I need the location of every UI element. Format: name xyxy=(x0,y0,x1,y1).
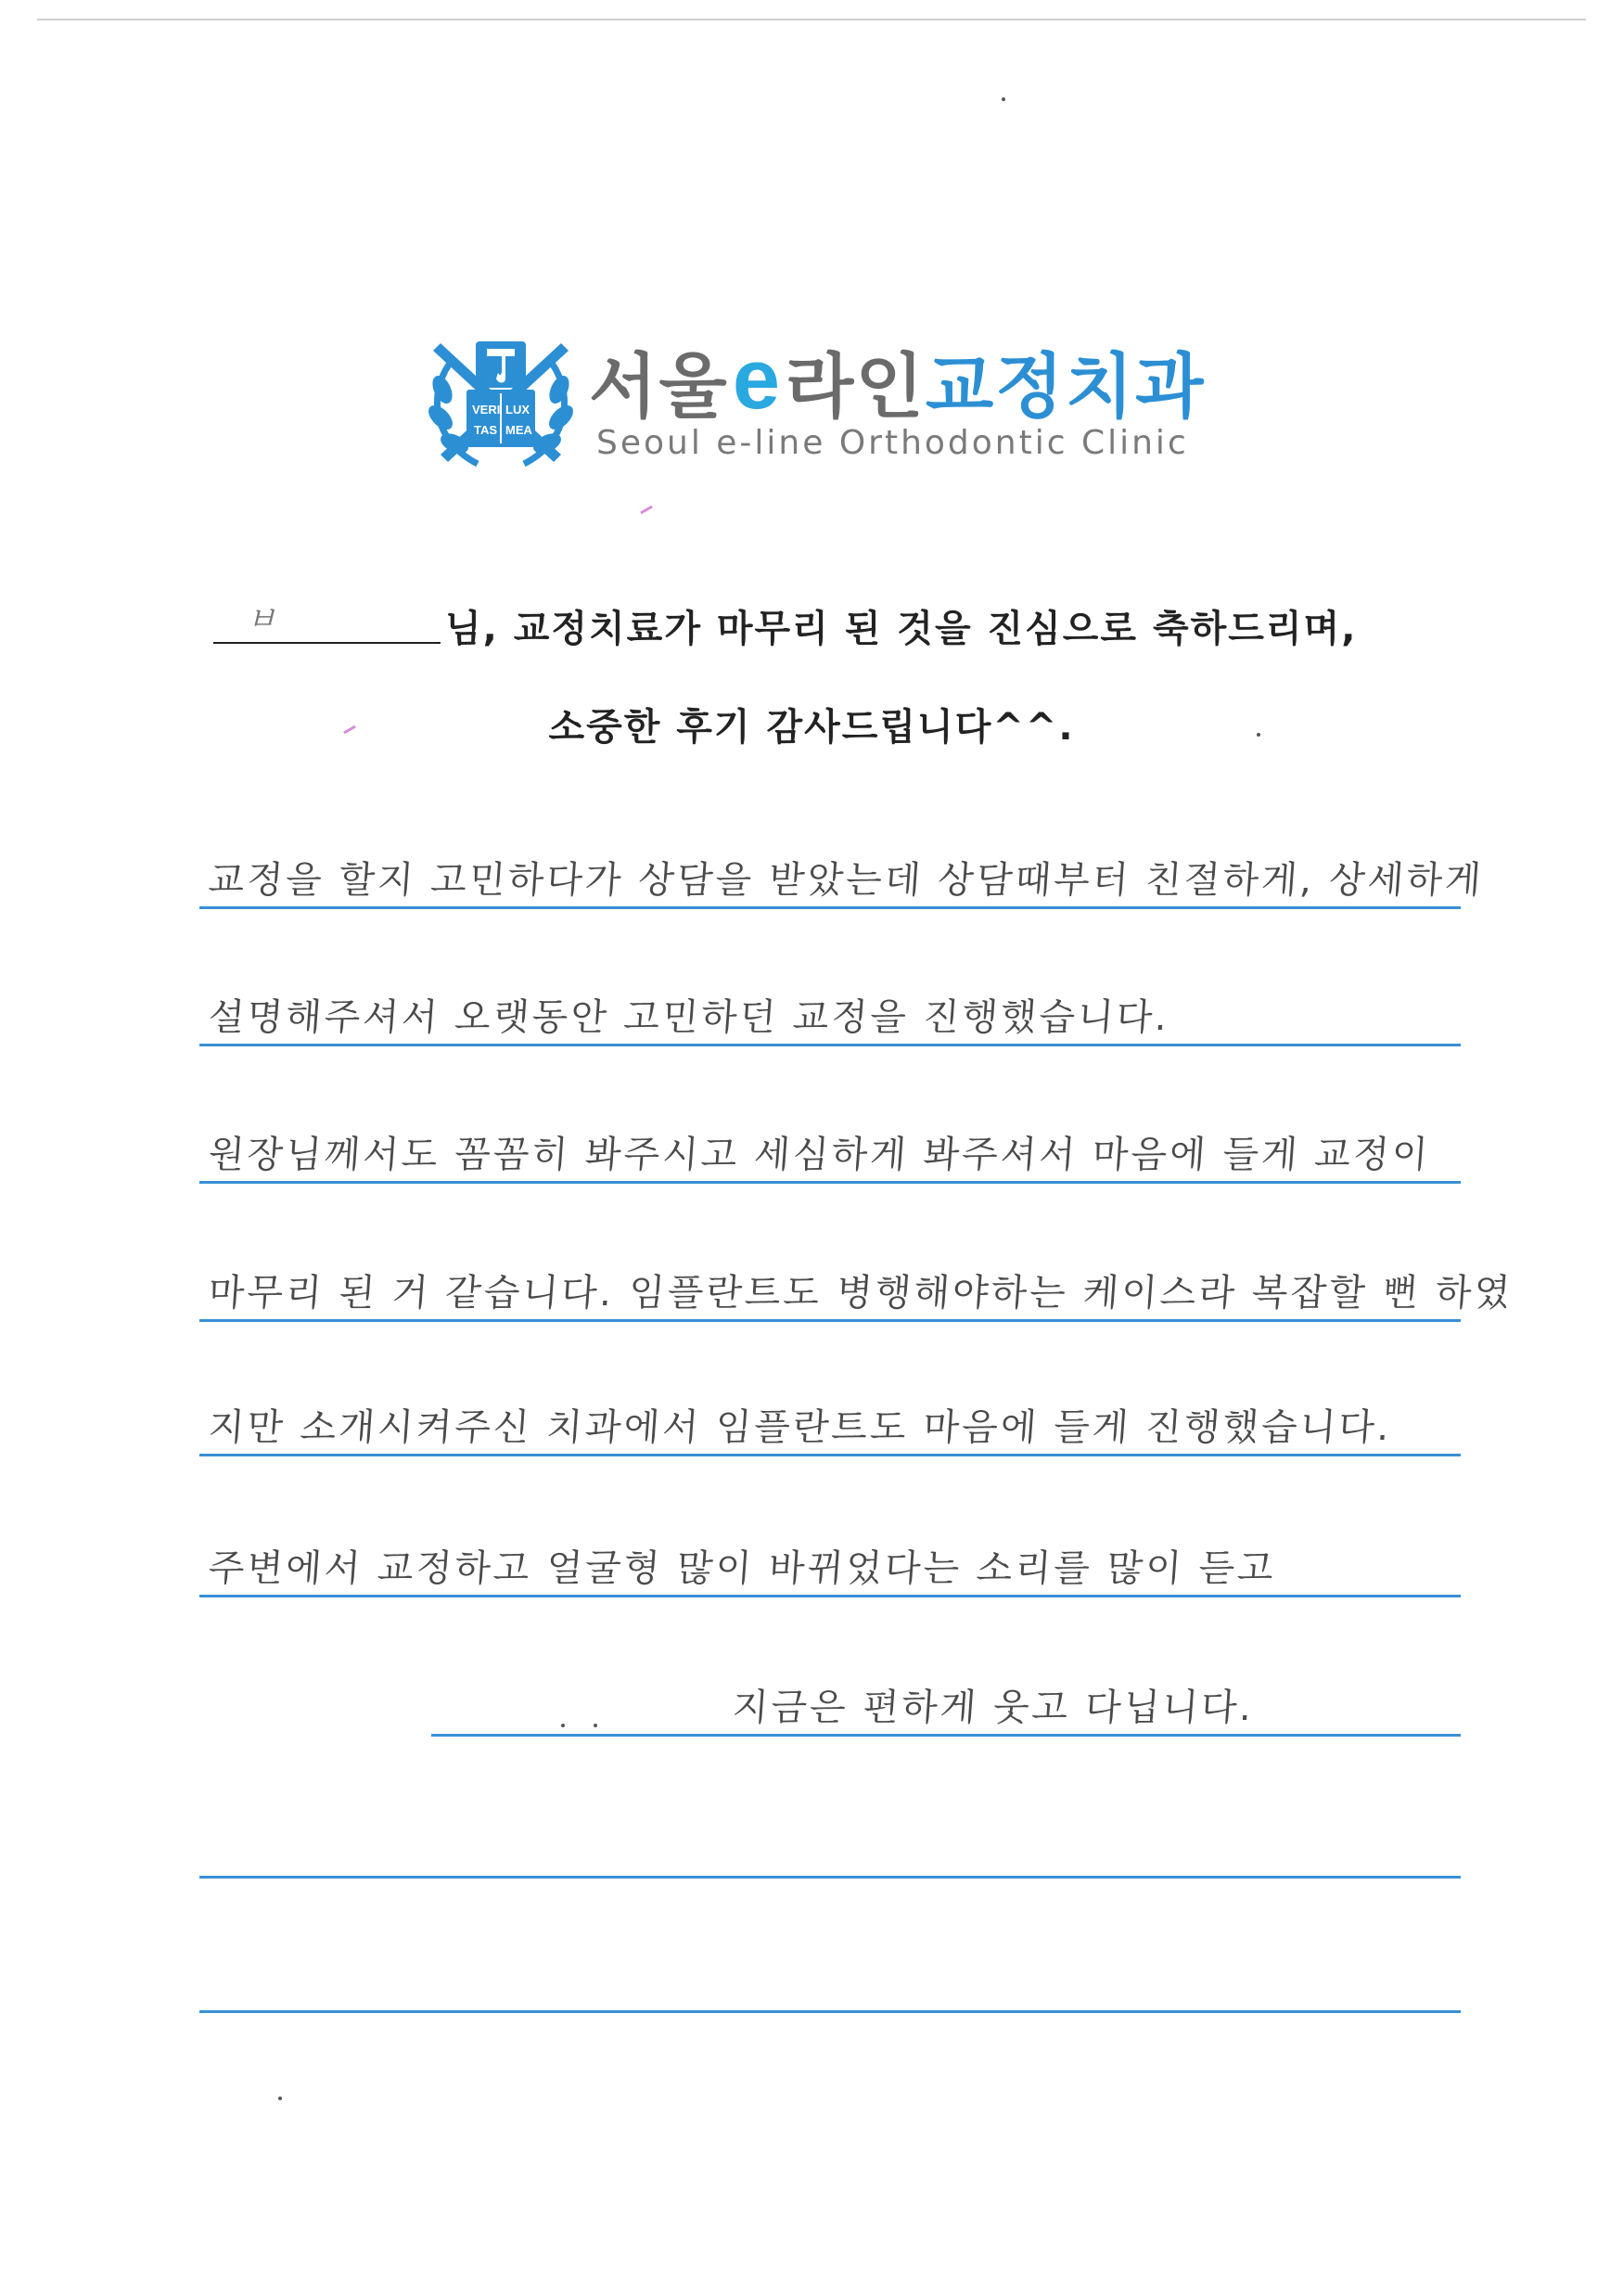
ruled-line xyxy=(199,1595,1461,1597)
handwritten-line xyxy=(199,1110,1461,1184)
handwritten-line xyxy=(199,1382,1461,1456)
clinic-letterhead xyxy=(422,320,1247,482)
handwritten-text: 설명해주셔서 오랫동안 고민하던 교정을 진행했습니다. xyxy=(207,996,1171,1039)
ruled-line xyxy=(199,1876,1461,1879)
emblem-text-veri: VERI xyxy=(472,403,501,417)
handwritten-text: 지금은 편하게 웃고 다닙니다. xyxy=(731,1687,1256,1729)
handwritten-line xyxy=(199,1523,1461,1597)
clinic-name-korean xyxy=(589,329,1206,428)
clinic-name-e: e xyxy=(732,332,783,427)
emblem-text-tas: TAS xyxy=(474,423,498,437)
ruled-line xyxy=(199,1044,1461,1046)
handwritten-text: 마무리 된 거 같습니다. 임플란트도 병행해야하는 케이스라 복잡할 뻔 하였 xyxy=(207,1272,1514,1315)
greeting-text-2: 소중한 후기 감사드립니다^^. xyxy=(548,706,1075,749)
handwritten-text: 주변에서 교정하고 얼굴형 많이 바뀌었다는 소리를 많이 듣고 xyxy=(207,1547,1278,1590)
ruled-line xyxy=(431,1734,1461,1737)
top-border-line xyxy=(37,19,1586,20)
clinic-name-mid: 라인 xyxy=(786,345,926,428)
handwritten-line xyxy=(199,1939,1461,2013)
greeting-line-1 xyxy=(213,594,1410,649)
emblem-text-mea: MEA xyxy=(505,423,532,437)
handwritten-line xyxy=(199,1248,1514,1322)
speck xyxy=(561,1724,565,1727)
recipient-initial: ㅂ xyxy=(246,601,276,638)
handwritten-text: 지만 소개시켜주신 치과에서 임플란트도 마음에 들게 진행했습니다. xyxy=(207,1406,1394,1449)
greeting-text-1: 님, 교정치료가 마무리 된 것을 진심으로 축하드리며, xyxy=(445,608,1358,650)
ink-mark xyxy=(640,506,653,515)
ruled-line xyxy=(199,906,1461,909)
speck xyxy=(1002,97,1005,101)
handwritten-line xyxy=(199,972,1461,1046)
handwritten-text: 교정을 할지 고민하다가 상담을 받았는데 상담때부터 친절하게, 상세하게 xyxy=(207,859,1486,902)
speck xyxy=(278,2097,282,2100)
clinic-name-english: Seoul e-line Orthodontic Clinic xyxy=(596,424,1189,462)
recipient-name-blank xyxy=(213,642,441,644)
handwritten-line xyxy=(431,1662,1461,1737)
handwritten-line xyxy=(199,835,1486,909)
emblem-text-lux: LUX xyxy=(505,403,530,417)
ruled-line xyxy=(199,1319,1461,1322)
handwritten-text: 원장님께서도 꼼꼼히 봐주시고 세심하게 봐주셔서 마음에 들게 교정이 xyxy=(207,1134,1432,1176)
clinic-emblem-icon xyxy=(422,325,580,478)
ruled-line xyxy=(199,1454,1461,1456)
clinic-name-suffix: 교정치과 xyxy=(925,345,1206,428)
ruled-line xyxy=(199,2010,1461,2013)
handwritten-line xyxy=(199,1804,1461,1879)
clinic-name-prefix: 서울 xyxy=(589,345,729,428)
ruled-line xyxy=(199,1181,1461,1184)
speck xyxy=(594,1724,597,1727)
